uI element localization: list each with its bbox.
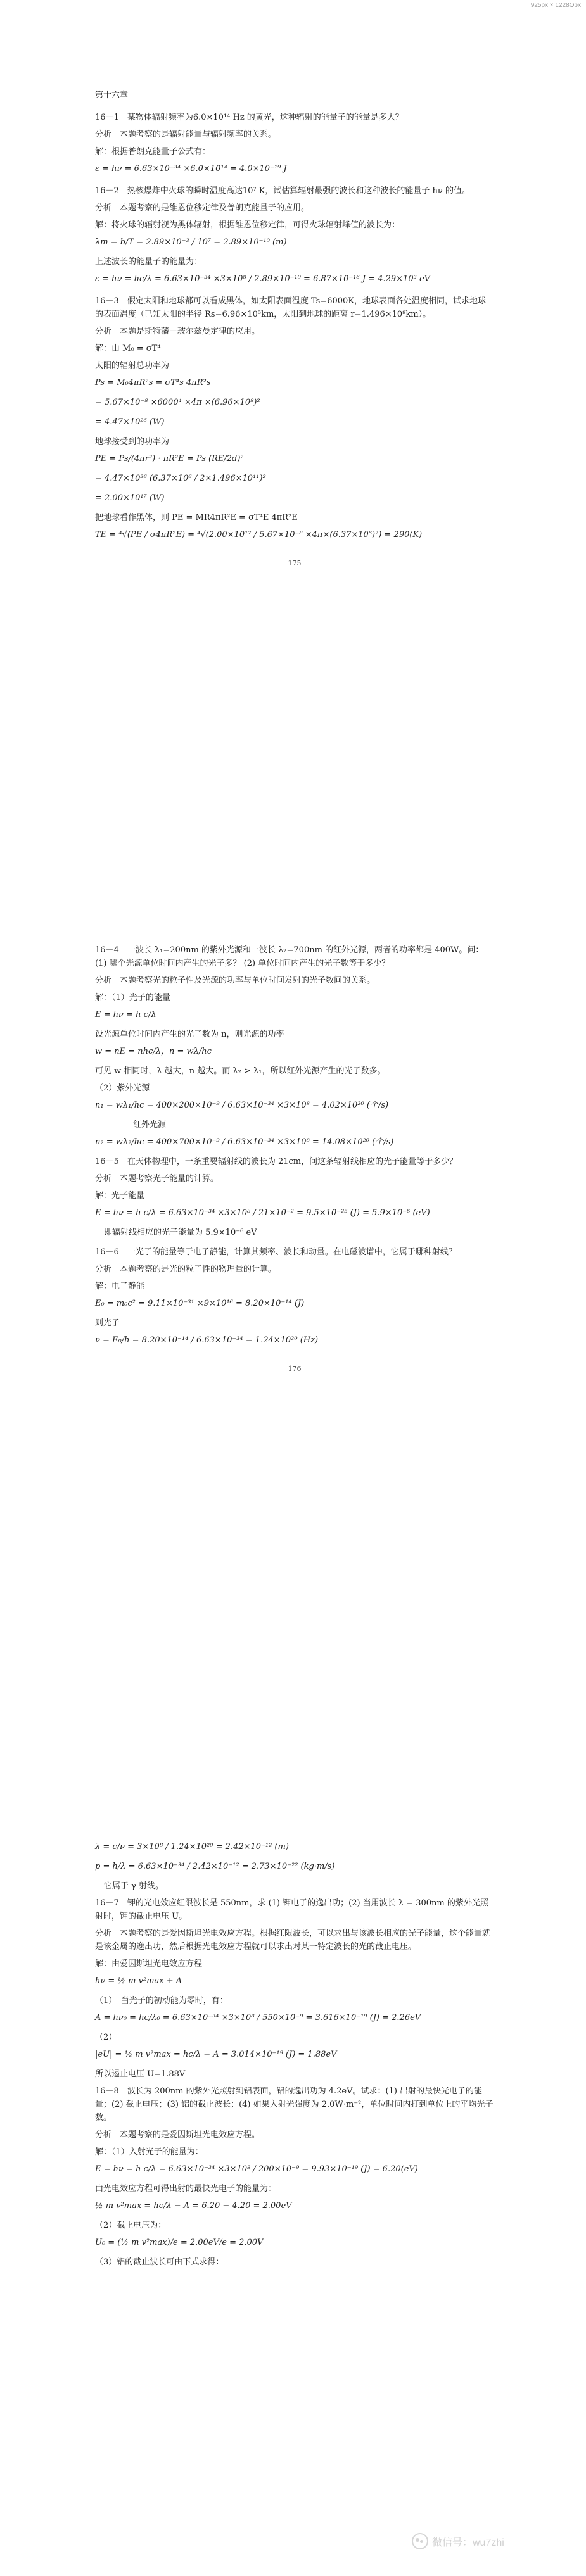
q7-text-3: 所以遏止电压 U=1.88V [95,2069,186,2079]
q3-equation-2: PE = Ps/(4πr²) · πR²E = Ps (RE/2d)² [95,454,244,464]
q4-text-2: 可见 w 相同时，λ 越大，n 越大。而 λ₂ > λ₁，所以红外光源产生的光子数多。 [95,1066,386,1076]
q4-analysis: 分析 本题考察光的粒子性及光源的功率与单位时间发射的光子数间的关系。 [95,976,376,985]
momentum-equation: p = h/λ = 6.63×10⁻³⁴ / 2.42×10⁻¹² = 2.73×10⁻²² (kg·m/s) [95,1862,335,1871]
q5-equation: E = hν = h c/λ = 6.63×10⁻³⁴ ×3×10⁸ / 21×10⁻² = 9.5×10⁻²⁵ (J) = 5.9×10⁻⁶ (eV) [95,1208,430,1218]
q4-title: 16－4 一波长 λ₁=200nm 的紫外光源和一波长 λ₂=700nm 的红外光源，两者的功率都是 400W。问：(1) 哪个光源单位时间内产生的光子多？ (2) 单位时间内产生的光子数等于多少？ [95,945,484,968]
q4-equation-4: n₂ = wλ₂/hc = 400×700×10⁻⁹ / 6.63×10⁻³⁴ ×3×10⁸ = 14.08×10²⁰ (个/s) [95,1137,394,1147]
q5-solution: 解：光子能量 [95,1191,145,1201]
q7-solution: 解：由爱因斯坦光电效应方程 [95,1959,203,1969]
gamma-ray-text: 它属于 γ 射线。 [104,1881,164,1891]
q3-equation-2c: = 2.00×10¹⁷ (W) [95,493,165,503]
q7-equation-1: hν = ½ m v²max + A [95,1976,182,1986]
q2-analysis: 分析 本题考察的是维恩位移定律及普朗克能量子的应用。 [95,203,310,213]
wechat-icon [412,2533,428,2549]
page-number: 176 [288,1365,302,1373]
q3-equation-3: TE = ⁴√(PE / σ4πR²E) = ⁴√(2.00×10¹⁷ / 5.67×10⁻⁸ ×4π×(6.37×10⁶)²) = 290(K) [95,530,423,540]
q3-solution: 解：由 M₀ = σT⁴ [95,344,161,353]
q2-equation-1: λm = b/T = 2.89×10⁻³ / 10⁷ = 2.89×10⁻¹⁰ (m) [95,237,287,247]
q2-equation-2: ε = hν = hc/λ = 6.63×10⁻³⁴ ×3×10⁸ / 2.89×10⁻¹⁰ = 6.87×10⁻¹⁶ J = 4.29×10³ eV [95,274,431,284]
q3-equation-2b: = 4.47×10²⁶ (6.37×10⁶ / 2×1.496×10¹¹)² [95,474,266,483]
q3-equation-1b: = 5.67×10⁻⁸ ×6000⁴ ×4π ×(6.96×10⁸)² [95,398,260,407]
q1-analysis: 分析 本题考察的是辐射能量与辐射频率的关系。 [95,130,277,139]
q6-equation-1: E₀ = m₀c² = 9.11×10⁻³¹ ×9×10¹⁶ = 8.20×10⁻¹⁴ (J) [95,1299,305,1308]
q7-text-1: （1） 当光子的初动能为零时，有： [95,1996,228,2005]
q8-analysis: 分析 本题考察的是爱因斯坦光电效应方程。 [95,2130,260,2140]
q8-text-2: （2）截止电压为： [95,2221,167,2230]
q2-text: 上述波长的能量子的能量为： [95,257,203,267]
q1-equation: ε = hν = 6.63×10⁻³⁴ ×6.0×10¹⁴ = 4.0×10⁻¹⁹ J [95,164,287,174]
q3-text-1: 太阳的辐射总功率为 [95,361,170,370]
watermark-text: 微信号：wu7zhi [432,2537,504,2548]
q1-solution: 解：根据普朗克能量子公式有： [95,147,211,156]
q8-equation-1: E = hν = h c/λ = 6.63×10⁻³⁴ ×3×10⁸ / 200×10⁻⁹ = 9.93×10⁻¹⁹ (J) = 6.20(eV) [95,2164,418,2174]
q8-equation-3: U₀ = (½ m v²max)/e = 2.00eV/e = 2.00V [95,2238,264,2247]
q7-equation-2: A = hν₀ = hc/λ₀ = 6.63×10⁻³⁴ ×3×10⁸ / 550×10⁻⁹ = 3.616×10⁻¹⁹ (J) = 2.26eV [95,2013,421,2023]
q7-title: 16－7 钾的光电效应红限波长是 550nm，求 (1) 钾电子的逸出功；(2) 当用波长 λ = 300nm 的紫外光照射时，钾的截止电压 U。 [95,1898,488,1921]
q3-text-2: 地球接受到的功率为 [95,437,170,446]
q3-title: 16－3 假定太阳和地球都可以看成黑体，如太阳表面温度 Ts=6000K，地球表面各处温度相同，试求地球的表面温度（已知太阳的半径 Rs=6.96×10⁵km，太阳到地球的距离 r=1.496×10⁸km）。 [95,296,487,319]
q1-title: 16－1 某物体辐射频率为6.0×10¹⁴ Hz 的黄光，这种辐射的能量子的能量是多大？ [95,113,404,122]
q6-text-1: 则光子 [95,1318,120,1328]
page-177 [95,1836,494,2273]
q8-title: 16－8 波长为 200nm 的紫外光照射到铝表面，铝的逸出功为 4.2eV。试求：(1) 出射的最快光电子的能量；(2) 截止电压；(3) 铝的截止波长；(4) 如果入射光强度为 2.0W·m⁻²，单位时间内打到单位上的平均光子数。 [95,2087,494,2123]
q4-equation-2: w = nE = nhc/λ，n = wλ/hc [95,1047,212,1056]
page-number: 175 [288,559,302,567]
top-bar [0,0,586,11]
q2-solution: 解：将火球的辐射视为黑体辐射，根据维恩位移定律，可得火球辐射峰值的波长为： [95,220,400,230]
q6-analysis: 分析 本题考察的是光的粒子性的物理量的计算。 [95,1265,277,1274]
q5-text: 即辐射线相应的光子能量为 5.9×10⁻⁶ eV [104,1228,257,1237]
q7-equation-3: |eU| = ½ m v²max = hc/λ − A = 3.014×10⁻¹⁹ (J) = 1.88eV [95,2050,337,2059]
dimension-label: 925px × 1228Opx [530,2,581,9]
page-176 [95,944,494,1379]
chapter-title: 第十六章 [95,91,129,100]
q3-equation-1: Ps = M₀4πR²s = σT⁴s 4πR²s [95,378,211,388]
page-175 [95,89,494,574]
q3-text-3: 把地球看作黑体，则 PE = MR4πR²E = σT⁴E 4πR²E [95,513,298,522]
q7-text-2: （2） [95,2033,117,2042]
q4-solution: 解：（1）光子的能量 [95,993,170,1002]
q5-analysis: 分析 本题考察光子能量的计算。 [95,1174,219,1184]
q3-analysis: 分析 本题是斯特藩－玻尔兹曼定律的应用。 [95,327,260,336]
q4-text-1: 设光源单位时间内产生的光子数为 n，则光源的功率 [95,1030,284,1039]
q7-analysis: 分析 本题考察的是爱因斯坦光电效应方程。根据红限波长，可以求出与该波长相应的光子能量，这个能量就是该金属的逸出功，然后根据光电效应方程就可以求出对某一特定波长的光的截止电压。 [95,1929,491,1952]
q8-text-3: （3）铝的截止波长可由下式求得： [95,2257,224,2267]
wavelength-equation: λ = c/ν = 3×10⁸ / 1.24×10²⁰ = 2.42×10⁻¹² (m) [95,1842,289,1852]
q4-equation-3: n₁ = wλ₁/hc = 400×200×10⁻⁹ / 6.63×10⁻³⁴ ×3×10⁸ = 4.02×10²⁰ (个/s) [95,1101,389,1110]
q3-equation-1c: = 4.47×10²⁶ (W) [95,417,165,427]
q4-text-4: 红外光源 [133,1120,167,1130]
q2-title: 16－2 热核爆炸中火球的瞬时温度高达10⁷ K，试估算辐射最强的波长和这种波长的能量子 hν 的值。 [95,186,470,196]
watermark [412,2532,504,2551]
q8-solution: 解：（1）入射光子的能量为： [95,2147,203,2157]
q8-text-1: 由光电效应方程可得出射的最快光电子的能量为： [95,2184,277,2194]
q4-equation-1: E = hν = h c/λ [95,1010,156,1020]
q8-equation-2: ½ m v²max = hc/λ − A = 6.20 − 4.20 = 2.00eV [95,2201,292,2211]
q6-equation-2: ν = E₀/h = 8.20×10⁻¹⁴ / 6.63×10⁻³⁴ = 1.24×10²⁰ (Hz) [95,1335,319,1345]
q6-solution: 解：电子静能 [95,1282,145,1291]
q4-text-3: （2）紫外光源 [95,1083,150,1093]
q6-title: 16－6 一光子的能量等于电子静能，计算其频率、波长和动量。在电磁波谱中，它属于哪种射线？ [95,1247,457,1257]
q5-title: 16－5 在天体物理中，一条重要辐射线的波长为 21cm，问这条辐射线相应的光子能量等于多少？ [95,1157,458,1166]
